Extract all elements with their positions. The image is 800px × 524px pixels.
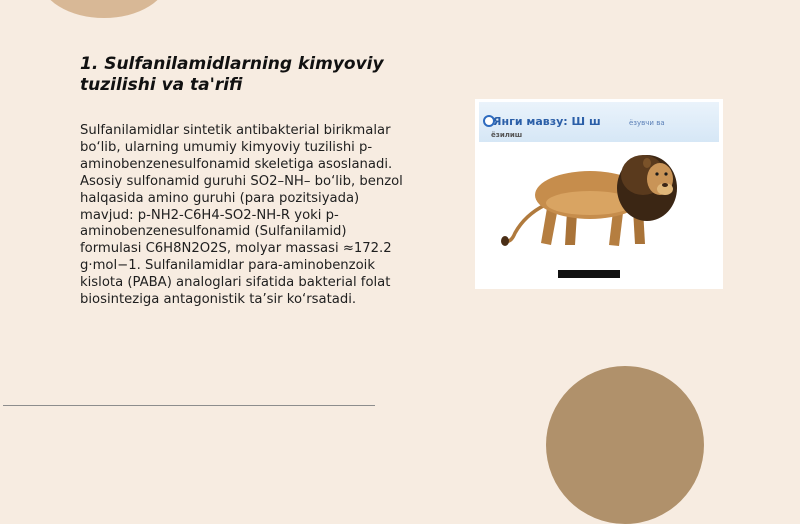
- slide-body-text: Sulfanilamidlar sintetik antibakterial birikmalar bo‘lib, ularning umumiy kimyoviy tuzilishi p-aminobenzenesulfonamid skeletiga asoslanadi. Asosiy sulfonamid guruhi SO2–NH– bo‘lib, benzol halqasida amino guruhi (para pozitsiyada) mavjud: p-NH2-C6H4-SO2-NH-R yoki p-aminobenzenesulfonamid (Sulfanilamid) formulasi C6H8N2O2S, molyar massasi ≈172.2 g·mol−1. Sulfanilamidlar para-aminobenzoik kislota (PABA) analoglari sifatida bakterial folat biosinteziga antagonistik ta’sir ko‘rsatadi.: [80, 123, 403, 308]
- slide-image: [475, 99, 723, 289]
- decorative-circle-top: [40, 0, 168, 18]
- banner-subtitle: ёзилиш: [491, 131, 523, 139]
- lion-illustration: [495, 133, 705, 258]
- decorative-circle-bottom: [546, 366, 704, 524]
- divider-line: [3, 405, 375, 406]
- banner-title: Янги мавзу: Ш ш: [493, 115, 601, 128]
- image-caption-bar: [558, 270, 620, 278]
- banner-small-text: ёзувчи ва: [629, 119, 665, 127]
- slide-title: 1. Sulfanilamidlarning kimyoviy tuzilishi va ta'rifi: [80, 54, 384, 95]
